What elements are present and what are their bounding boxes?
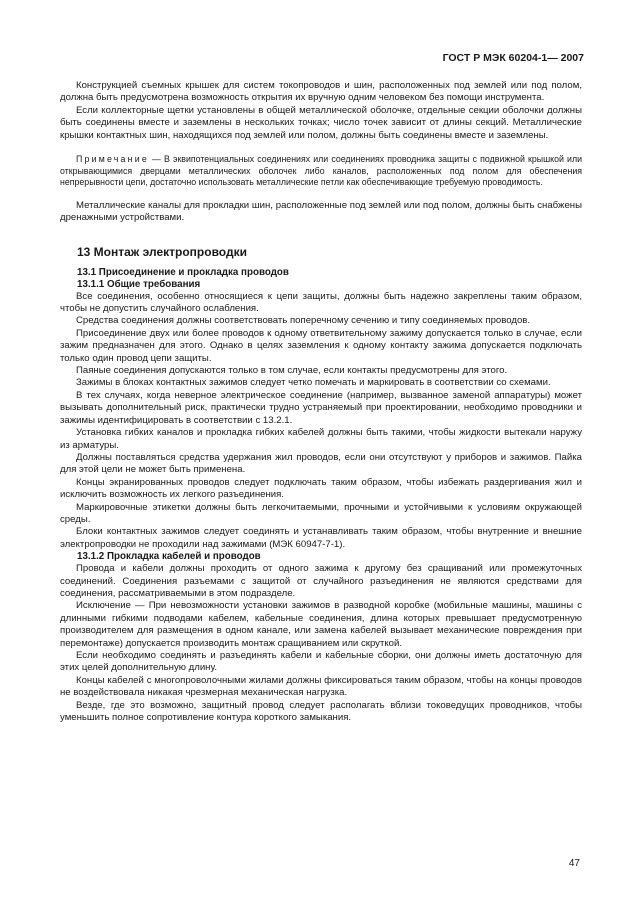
paragraph: Конструкцией съемных крышек для систем токопроводов и шин, расположенных под землей или под полом, должна быть предусмотрена возможность открытия их вручную одним человеком без помощи инструмента. xyxy=(60,80,582,104)
subsection-heading: 13.1 Присоединение и прокладка проводов xyxy=(77,266,289,278)
subsubsection-heading: 13.1.1 Общие требования xyxy=(77,278,201,290)
subsubsection-heading: 13.1.2 Прокладка кабелей и проводов xyxy=(77,551,261,563)
paragraph: Зажимы в блоках контактных зажимов следует четко помечать и маркировать в соответствии со схемами. xyxy=(76,377,551,389)
section-heading: 13 Монтаж электропроводки xyxy=(77,244,247,259)
paragraph: В тех случаях, когда неверное электрическое соединение (например, вызванное заменой аппаратуры) может вызывать дополнительный риск, практически трудно устраняемый при проектировании, необходимо проводники и зажимы идентифицировать в соответствии с 13.2.1. xyxy=(60,389,582,426)
paragraph: Концы кабелей с многопроволочными жилами должны фиксироваться таким образом, чтобы на концы проводов не воздействовала никакая чрезмерная механическая нагрузка. xyxy=(60,674,582,699)
paragraph: Если необходимо соединять и разъединять кабели и кабельные сборки, они должны иметь достаточную для этих целей дополнительную длину. xyxy=(60,650,582,674)
paragraph: Должны поставляться средства удержания жил проводов, если они отсутствуют у приборов и зажимов. Пайка для этой цели не может быть применена. xyxy=(60,451,582,476)
paragraph: Установка гибких каналов и прокладка гибких кабелей должны быть такими, чтобы жидкости вытекали наружу из арматуры. xyxy=(60,427,582,451)
paragraph: Концы экранированных проводов следует подключать таким образом, чтобы избежать раздергивания жил и исключить возможность их легкого разъединения. xyxy=(60,476,582,501)
note xyxy=(60,154,582,189)
paragraph: Все соединения, особенно относящиеся к цепи защиты, должны быть надежно закреплены таким образом, чтобы не допустить случайного ослабления. xyxy=(60,290,582,315)
paragraph: Металлические каналы для прокладки шин, расположенные под землей или под полом, должны быть снабжены дренажными устройствами. xyxy=(60,199,582,224)
paragraph: Маркировочные этикетки должны быть легкочитаемыми, прочными и устойчивыми к условиям окружающей среды. xyxy=(60,501,582,525)
paragraph: Провода и кабели должны проходить от одного зажима к другому без сращиваний или промежуточных соединений. Соединения разъемами с защитой от случайного разъединения не являются средствами для соединения, рассматриваемыми в этом подразделе. xyxy=(60,563,582,599)
paragraph: Везде, где это возможно, защитный провод следует располагать вблизи токоведущих проводников, чтобы уменьшить полное сопротивление контура короткого замыкания. xyxy=(60,699,582,724)
paragraph: Паяные соединения допускаются только в том случае, если контакты предусмотрены для этого. xyxy=(76,365,508,377)
paragraph: Присоединение двух или более проводов к одному ответвительному зажиму допускается только в случае, если зажим предназначен для этого. Однако в целях заземления к одному контакту зажима допускается подключать только один провод цепи защиты. xyxy=(60,327,582,364)
paragraph: Исключение — При невозможности установки зажимов в разводной коробке (мобильные машины, машины с длинными гибкими подводами кабелем, кабельные соединения, длина которых превышает предусмотренную производителем для размещения в одном канале, или замена кабелей вызывает механические повреждения при перемонтаже) допускается производить монтаж сращиванием или скруткой. xyxy=(60,600,582,649)
standard-designation: ГОСТ Р МЭК 60204-1— 2007 xyxy=(442,52,584,64)
page-number: 47 xyxy=(568,858,580,869)
paragraph: Средства соединения должны соответствовать поперечному сечению и типу соединяемых проводов. xyxy=(76,315,531,327)
note-label: Примечание xyxy=(76,154,149,165)
paragraph: Блоки контактных зажимов следует соединять и устанавливать таким образом, чтобы внутренние и внешние электропроводки не проходили над зажимами (МЭК 60947-7-1). xyxy=(60,526,582,550)
page-content xyxy=(60,80,582,724)
paragraph: Если коллекторные щетки установлены в общей металлической оболочке, отдельные секции оболочки должны быть соединены вместе и заземлены в нескольких точках; число точек зависит от длины секций. Металлические крышки контактных шин, находящихся под землей или полом, должны быть соединены вместе и заземлены. xyxy=(60,104,582,141)
note-text: — В эквипотенциальных соединениях или соединениях проводника защиты с подвижной крышкой или открывающимися дверцами металлических оболочек либо каналов, расположенных под полом для обеспечения непрерывности цепи, достаточно использовать металлические петли как обеспечивающие требуемую проводимость. xyxy=(60,154,582,188)
